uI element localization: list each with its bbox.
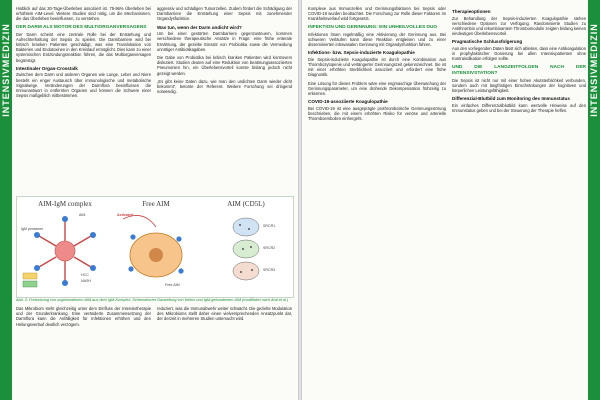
paragraph: Das Mikrobiom steht gleichzeitig unter dem Einfluss der Intensivtherapie und der Grunderkrankung. Eine veränderte Zusammensetzung der Darmflora kann die Anfälligkeit für Infektionen erhöhen und den Heilungsverlauf deutlich verzögern.: [16, 306, 151, 327]
subheading: Was tun, wenn der Darm undicht wird?: [157, 24, 242, 30]
paragraph: Die Sepsis-induzierte Koagulopathie ist durch eine Kombination aus Thrombozytopenie und verlängerter Gerinnungszeit gekennzeichnet. Sie ist mit einer erhöhten Sterblichkeit assoziiert und erfordert eine frühe Diagnostik.: [308, 56, 446, 78]
paragraph: Infektionen lösen regelmäßig eine Aktivierung der Gerinnung aus. Bei schweren Verläufen kann diese Reaktion entgleisen und zu einer disseminierten intravasalen Gerinnung mit Organdysfunktion führen.: [308, 31, 446, 48]
label-nash: NASH: [81, 279, 91, 283]
right-column-1: [308, 6, 446, 124]
section-sidebar-left: [0, 0, 12, 400]
left-page: [0, 0, 298, 400]
panel-aim-igm-complex: [19, 199, 111, 291]
paragraph: Zur Behandlung der Sepsis-induzierten Koagulopathie stehen verschiedene Optionen zur Verfügung. Randomisierte Studien zu Antithrombin und rekombinantem Thrombomodulin zeigten bislang keinen eindeutigen Überlebensvorteil.: [452, 15, 586, 37]
section-heading: UND DIE LANGZEITFOLGEN NACH DER INTENSIVSTATION?: [452, 64, 586, 76]
cd5l-structure-illustration: [201, 199, 291, 291]
paragraph: Hinblick auf das 30-Tage-Überleben assoziiert ist. 75-96% Überleben bei erhöhtem AIM-Level. Weitere Studien sind nötig, um die Mechanismen, die das Überleben beeinflussen, zu verstehen.: [16, 6, 151, 22]
left-bottom-column-1: [16, 306, 151, 330]
section-heading: DER DARM ALS MOTOR DES MULTIORGANVERSAGENS: [16, 24, 147, 30]
left-column-2: [157, 6, 292, 97]
paragraph: Eine Lösung für dieses Problem wäre eine engmaschige Überwachung der Gerinnungsparameter, um eine drohende Dekompensation frühzeitig zu erkennen.: [308, 80, 446, 97]
paragraph: Bei COVID-19 ist eine ausgeprägte prothrombotische Gerinnungsstörung beschrieben, die mit einem erhöhten Risiko für venöse und arterielle Thromboembolien einhergeht.: [308, 105, 446, 122]
paragraph: reduziert, was die Immunabwehr weiter schwächt. Die gezielte Modulation des Mikrobioms stellt daher einen vielversprechenden Ansatzpunkt dar, der derzeit in mehreren Studien untersucht wird.: [157, 306, 292, 322]
subheading: Infektions- bzw. Sepsis-induzierte Koagulopathie: [308, 50, 415, 56]
right-page: [302, 0, 600, 400]
igm-complex-illustration: [19, 199, 111, 291]
paragraph: Aus den vorliegenden Daten lässt sich ableiten, dass eine Antikoagulation in prophylaktischer Dosierung bei allen Intensivpatienten ohne Kontraindikation erfolgen sollte.: [452, 46, 586, 62]
panel-title: Free AIM: [142, 200, 170, 208]
left-bottom-column-2: [157, 306, 292, 325]
label-hcc: HCC: [81, 273, 89, 277]
paragraph: Komplexe aus Immunzellen und Gerinnungsfaktoren bei Sepsis oder COVID-19 wurden beobachtet. Die Forschung zur Rolle dieser Faktoren im Krankheitsverlauf wird fortgesetzt.: [308, 6, 446, 22]
label-srcr3: SRCR3: [263, 268, 276, 272]
subheading: Therapieoptionen: [452, 9, 491, 14]
label-srcr1: SRCR1: [263, 224, 276, 228]
paragraph: Die Sepsis ist nicht nur mit einer hohen Akutsterblichkeit verbunden, sondern auch mit langfristigen Einschränkungen der kognitiven und körperlichen Leistungsfähigkeit.: [452, 77, 586, 94]
label-free-aim: Free AIM: [165, 283, 180, 287]
figure-caption: Abb. 2: Freisetzung von ungebundenem AIM aus dem IgM-Komplex: Schematische Darstellung von freiem und IgM-gebundenem AIM (modifiziert nach Arai et al.): [16, 298, 289, 302]
section-heading: INFEKTION UND GERINNUNG: EIN UNHEILVOLLES DUO: [308, 24, 438, 30]
subheading: Pragmatische Schlussfolgerung: [452, 39, 523, 45]
paragraph: „Es gibt keine Daten dazu, wie man den undichten Darm wieder dicht bekommt“, betonte der Referent. Weitere Forschung sei dringend notwendig.: [157, 78, 292, 95]
label-igm: IgM pentamer: [21, 227, 44, 231]
paragraph: Der Darm scheint eine zentrale Rolle bei der Entstehung und Aufrechterhaltung der Sepsis zu spielen. Die Darmbarriere wird bei kritisch kranken Patienten geschädigt, was eine Translokation von Bakterien und Endotoxinen in den Kreislauf ermöglicht. Dies kann zu einer systemischen Entzündungsreaktion führen, die das Multiorganversagen begünstigt.: [16, 31, 151, 63]
section-sidebar-right: [588, 0, 600, 400]
panel-free-aim: [113, 199, 199, 291]
paragraph: Zwischen dem Darm und anderen Organen wie Lunge, Leber und Niere besteht ein enger Austausch über immunologische und metabolische Signalwege. Veränderungen der Darmflora beeinflussen die Immunantwort in entfernten Organen und können die Schwere einer Sepsis maßgeblich mitbestimmen.: [16, 72, 151, 99]
section-label-left: INTENSIVMEDIZIN: [1, 23, 11, 117]
subheading: COVID-19-assoziierte Koagulopathie: [308, 99, 388, 105]
subheading: Differenzial-Blutbild zum Monitoring des Immunstatus: [452, 96, 570, 102]
panel-title: AIM (CD5L): [227, 200, 265, 208]
left-column-1: [16, 6, 151, 101]
section-label-right: INTENSIVMEDIZIN: [589, 23, 599, 117]
label-aim: AIM: [79, 213, 86, 217]
paragraph: aggressiv und schädigen Tumorzellen. Zudem fördert die Schädigung der Darmbarriere die Entstehung einer Sepsis mit zunehmender Organdysfunktion.: [157, 6, 292, 22]
paragraph: Ein einfaches Differenzialblutbild kann wertvolle Hinweise auf den Immunstatus geben und bei der Steuerung der Therapie helfen.: [452, 102, 586, 114]
label-activated: Activated: [117, 213, 134, 217]
subheading: Intestinaler Organ-Crosstalk: [16, 65, 78, 71]
aim-figure: [16, 196, 294, 298]
paragraph: Die Gabe von Probiotika bei kritisch kranken Patienten wird kontrovers diskutiert. Studien deuten auf eine Reduktion von beatmungsassoziierten Pneumonien hin, ein Überlebensvorteil konnte bislang jedoch nicht gezeigt werden.: [157, 55, 292, 76]
label-srcr2: SRCR2: [263, 246, 276, 250]
panel-aim-cd5l: [201, 199, 291, 291]
paragraph: Um bei einer gestörten Darmbarriere gegenzusteuern, kommen verschiedene therapeutische Ansätze in Frage: eine frühe enterale Ernährung, der gezielte Einsatz von Probiotika sowie die Vermeidung unnötiger Antibiotikagaben.: [157, 31, 292, 52]
panel-title: AIM-IgM complex: [38, 200, 92, 208]
right-column-2: [452, 6, 586, 116]
